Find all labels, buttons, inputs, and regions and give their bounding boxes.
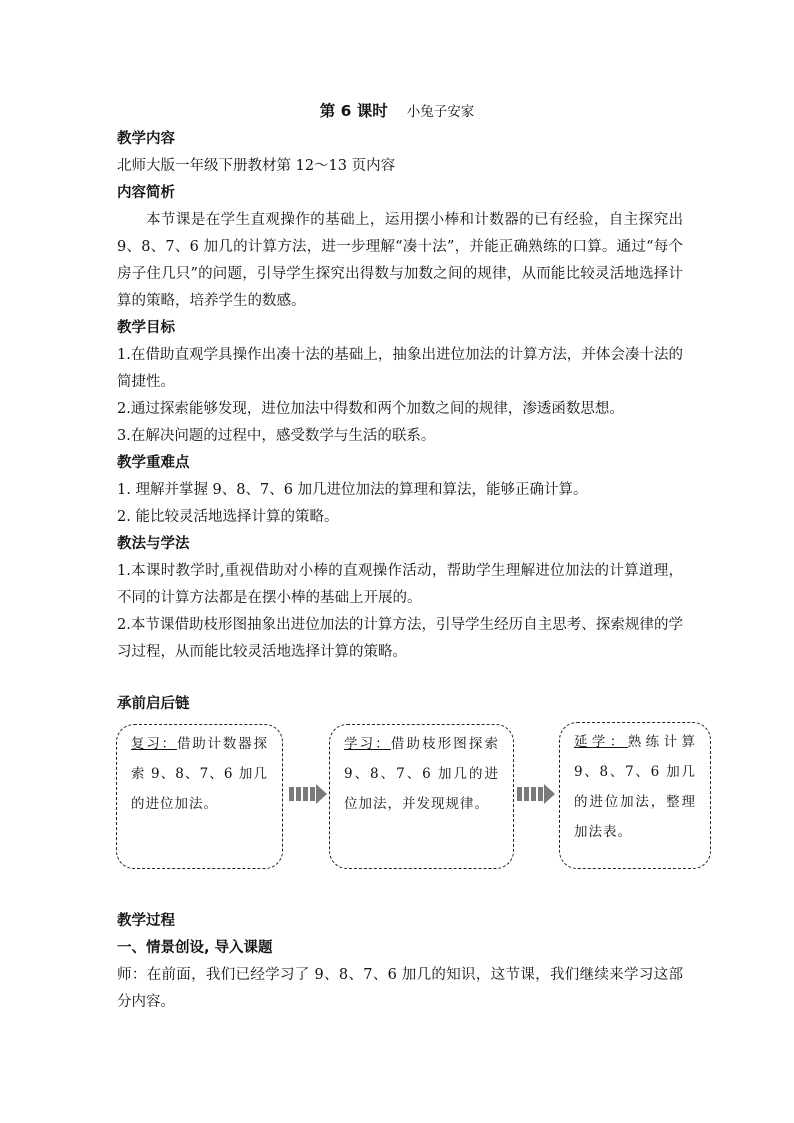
chain-heading-wrap (117, 691, 683, 718)
content-heading: 教学内容 (117, 131, 175, 147)
key-heading: 教学重难点 (117, 455, 190, 471)
process-section (117, 908, 683, 1016)
goal-item: 3.在解决问题的过程中，感受数学与生活的联系。 (117, 428, 436, 444)
extend-text: 熟练计算 9、8、7、6 加几的进位加法，整理加法表。 (574, 734, 696, 840)
key-point: 1. 理解并掌握 9、8、7、6 加几进位加法的算理和算法，能够正确计算。 (117, 482, 588, 498)
process-heading: 教学过程 (117, 913, 175, 929)
lesson-name: 小兔子安家 (406, 104, 475, 120)
review-box (116, 724, 283, 869)
method-heading: 教法与学法 (117, 536, 190, 552)
extend-label: 延学： (574, 734, 628, 750)
learn-text: 借助枝形图探索 9、8、7、6 加几的进位加法，并发现规律。 (344, 736, 500, 812)
process-text: 师：在前面，我们已经学习了 9、8、7、6 加几的知识，这节课，我们继续来学习这部分内容。 (117, 967, 683, 1010)
lesson-number: 第 6 课时 (319, 102, 388, 120)
arrow-icon (289, 784, 329, 804)
analysis-text: 本节课是在学生直观操作的基础上，运用摆小棒和计数器的已有经验，自主探究出 9、8、7、6 加几的计算方法，进一步理解“凑十法”，并能正确熟练的口算。通过“每个房子住几只”的问题，引导学生探究出得数与加数之间的规律，从而能比较灵活地选择计算的策略，培养学生的数感。 (117, 212, 683, 309)
extend-box (559, 722, 711, 869)
content-text: 北师大版一年级下册教材第 12～13 页内容 (117, 158, 396, 174)
chain-heading: 承前启后链 (117, 696, 190, 712)
review-text: 借助计数器探索 9、8、7、6 加几的进位加法。 (131, 736, 268, 812)
learn-box (329, 724, 514, 869)
goals-heading: 教学目标 (117, 320, 175, 336)
method-item: 2.本节课借助枝形图抽象出进位加法的计算方法，引导学生经历自主思考、探索规律的学习过程，从而能比较灵活地选择计算的策略。 (117, 617, 683, 660)
process-subheading: 一、情景创设, 导入课题 (117, 940, 273, 956)
content-section (117, 126, 683, 666)
analysis-heading: 内容简析 (117, 185, 175, 201)
learn-label: 学习： (344, 736, 391, 752)
key-point: 2. 能比较灵活地选择计算的策略。 (117, 509, 339, 525)
method-item: 1.本课时教学时,重视借助对小棒的直观操作活动，帮助学生理解进位加法的计算道理，不同的计算方法都是在摆小棒的基础上开展的。 (117, 563, 683, 606)
lesson-title (0, 99, 794, 121)
goal-item: 1.在借助直观学具操作出凑十法的基础上，抽象出进位加法的计算方法，并体会凑十法的简捷性。 (117, 347, 683, 390)
goal-item: 2.通过探索能够发现，进位加法中得数和两个加数之间的规律，渗透函数思想。 (117, 401, 624, 417)
review-label: 复习： (131, 736, 177, 752)
arrow-icon (517, 784, 557, 804)
